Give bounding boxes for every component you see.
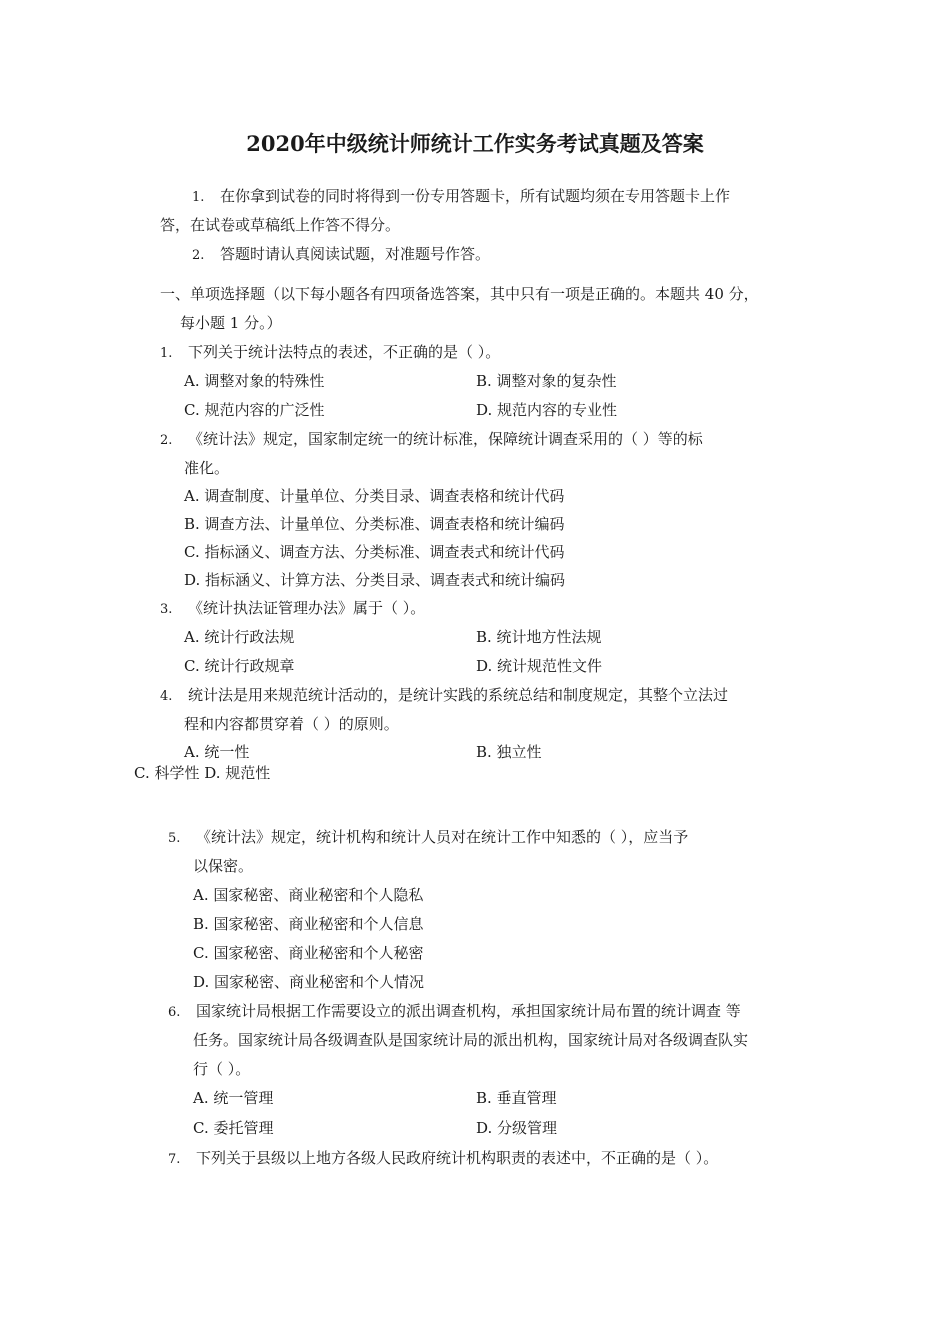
page-title: 2020年中级统计师统计工作实务考试真题及答案: [246, 131, 704, 156]
option-d: D. 分级管理: [476, 1119, 558, 1137]
option-d: D. 规范内容的专业性: [476, 401, 618, 419]
option-d: D. 指标涵义、计算方法、分类目录、调查表式和统计编码: [184, 571, 566, 589]
option-c: C. 委托管理: [193, 1119, 274, 1137]
question-stem-cont: 任务。国家统计局各级调查队是国家统计局的派出机构，国家统计局对各级调查队实: [193, 1031, 749, 1049]
option-a: A. 调整对象的特殊性: [184, 372, 325, 390]
section-heading-cont: 每小题 1 分。）: [180, 314, 282, 332]
option-c: C. 国家秘密、商业秘密和个人秘密: [193, 944, 424, 962]
instruction-number: 1.: [192, 190, 205, 205]
question-number: 7.: [168, 1152, 181, 1167]
question-number: 4.: [160, 689, 173, 704]
question-number: 2.: [160, 433, 173, 448]
section-heading: 一、单项选择题（以下每小题各有四项备选答案，其中只有一项是正确的。本题共 40 分，: [160, 285, 759, 303]
question-7: [168, 1148, 718, 1170]
option-c: C. 规范内容的广泛性: [184, 401, 325, 419]
option-b: B. 国家秘密、商业秘密和个人信息: [193, 915, 424, 933]
question-stem: 下列关于县级以上地方各级人民政府统计机构职责的表述中，不正确的是（ ）。: [196, 1149, 719, 1167]
question-number: 3.: [160, 602, 173, 617]
question-5: [168, 827, 688, 849]
option-b: B. 统计地方性法规: [476, 628, 602, 646]
instruction-number: 2.: [192, 248, 205, 263]
option-c: C. 统计行政规章: [184, 657, 295, 675]
question-2: [160, 429, 703, 451]
question-stem: 国家统计局根据工作需要设立的派出调查机构，承担国家统计局布置的统计调查 等: [196, 1002, 741, 1020]
question-stem: 《统计法》规定，国家制定统一的统计标准，保障统计调查采用的（ ）等的标: [188, 430, 703, 448]
question-stem-cont: 行（ ）。: [193, 1060, 251, 1078]
question-number: 1.: [160, 346, 173, 361]
question-1: [160, 342, 500, 364]
question-6: [168, 1001, 741, 1023]
question-number: 5.: [168, 831, 181, 846]
instruction-2: [192, 244, 490, 266]
question-3: [160, 598, 425, 620]
option-b: B. 独立性: [476, 743, 542, 761]
question-stem-cont: 以保密。: [193, 857, 254, 875]
option-d: D. 统计规范性文件: [476, 657, 603, 675]
option-a: A. 统计行政法规: [184, 628, 295, 646]
option-a: A. 国家秘密、商业秘密和个人隐私: [193, 886, 424, 904]
option-b: B. 调查方法、计量单位、分类标准、调查表格和统计编码: [184, 515, 565, 533]
question-stem: 《统计法》规定，统计机构和统计人员对在统计工作中知悉的（ ），应当予: [196, 828, 689, 846]
instruction-text: 答题时请认真阅读试题，对准题号作答。: [220, 245, 491, 263]
question-stem: 统计法是用来规范统计活动的，是统计实践的系统总结和制度规定，其整个立法过: [188, 686, 729, 704]
question-stem-cont: 准化。: [184, 459, 230, 477]
option-b: B. 调整对象的复杂性: [476, 372, 617, 390]
instruction-text: 在你拿到试卷的同时将得到一份专用答题卡，所有试题均须在专用答题卡上作: [220, 187, 731, 205]
option-d: D. 国家秘密、商业秘密和个人情况: [193, 973, 425, 991]
question-number: 6.: [168, 1005, 181, 1020]
option-a: A. 调查制度、计量单位、分类目录、调查表格和统计代码: [184, 487, 565, 505]
option-c-d: C. 科学性 D. 规范性: [134, 764, 271, 782]
question-4: [160, 685, 728, 707]
option-b: B. 垂直管理: [476, 1089, 557, 1107]
question-stem: 《统计执法证管理办法》属于（ ）。: [188, 599, 426, 617]
option-a: A. 统一管理: [193, 1089, 274, 1107]
question-stem: 下列关于统计法特点的表述，不正确的是（ ）。: [188, 343, 501, 361]
instruction-1-cont: 答，在试卷或草稿纸上作答不得分。: [160, 216, 401, 234]
instruction-1: [192, 186, 730, 208]
question-stem-cont: 程和内容都贯穿着（ ）的原则。: [184, 715, 399, 733]
option-c: C. 指标涵义、调查方法、分类标准、调查表式和统计代码: [184, 543, 565, 561]
option-a: A. 统一性: [184, 743, 250, 761]
